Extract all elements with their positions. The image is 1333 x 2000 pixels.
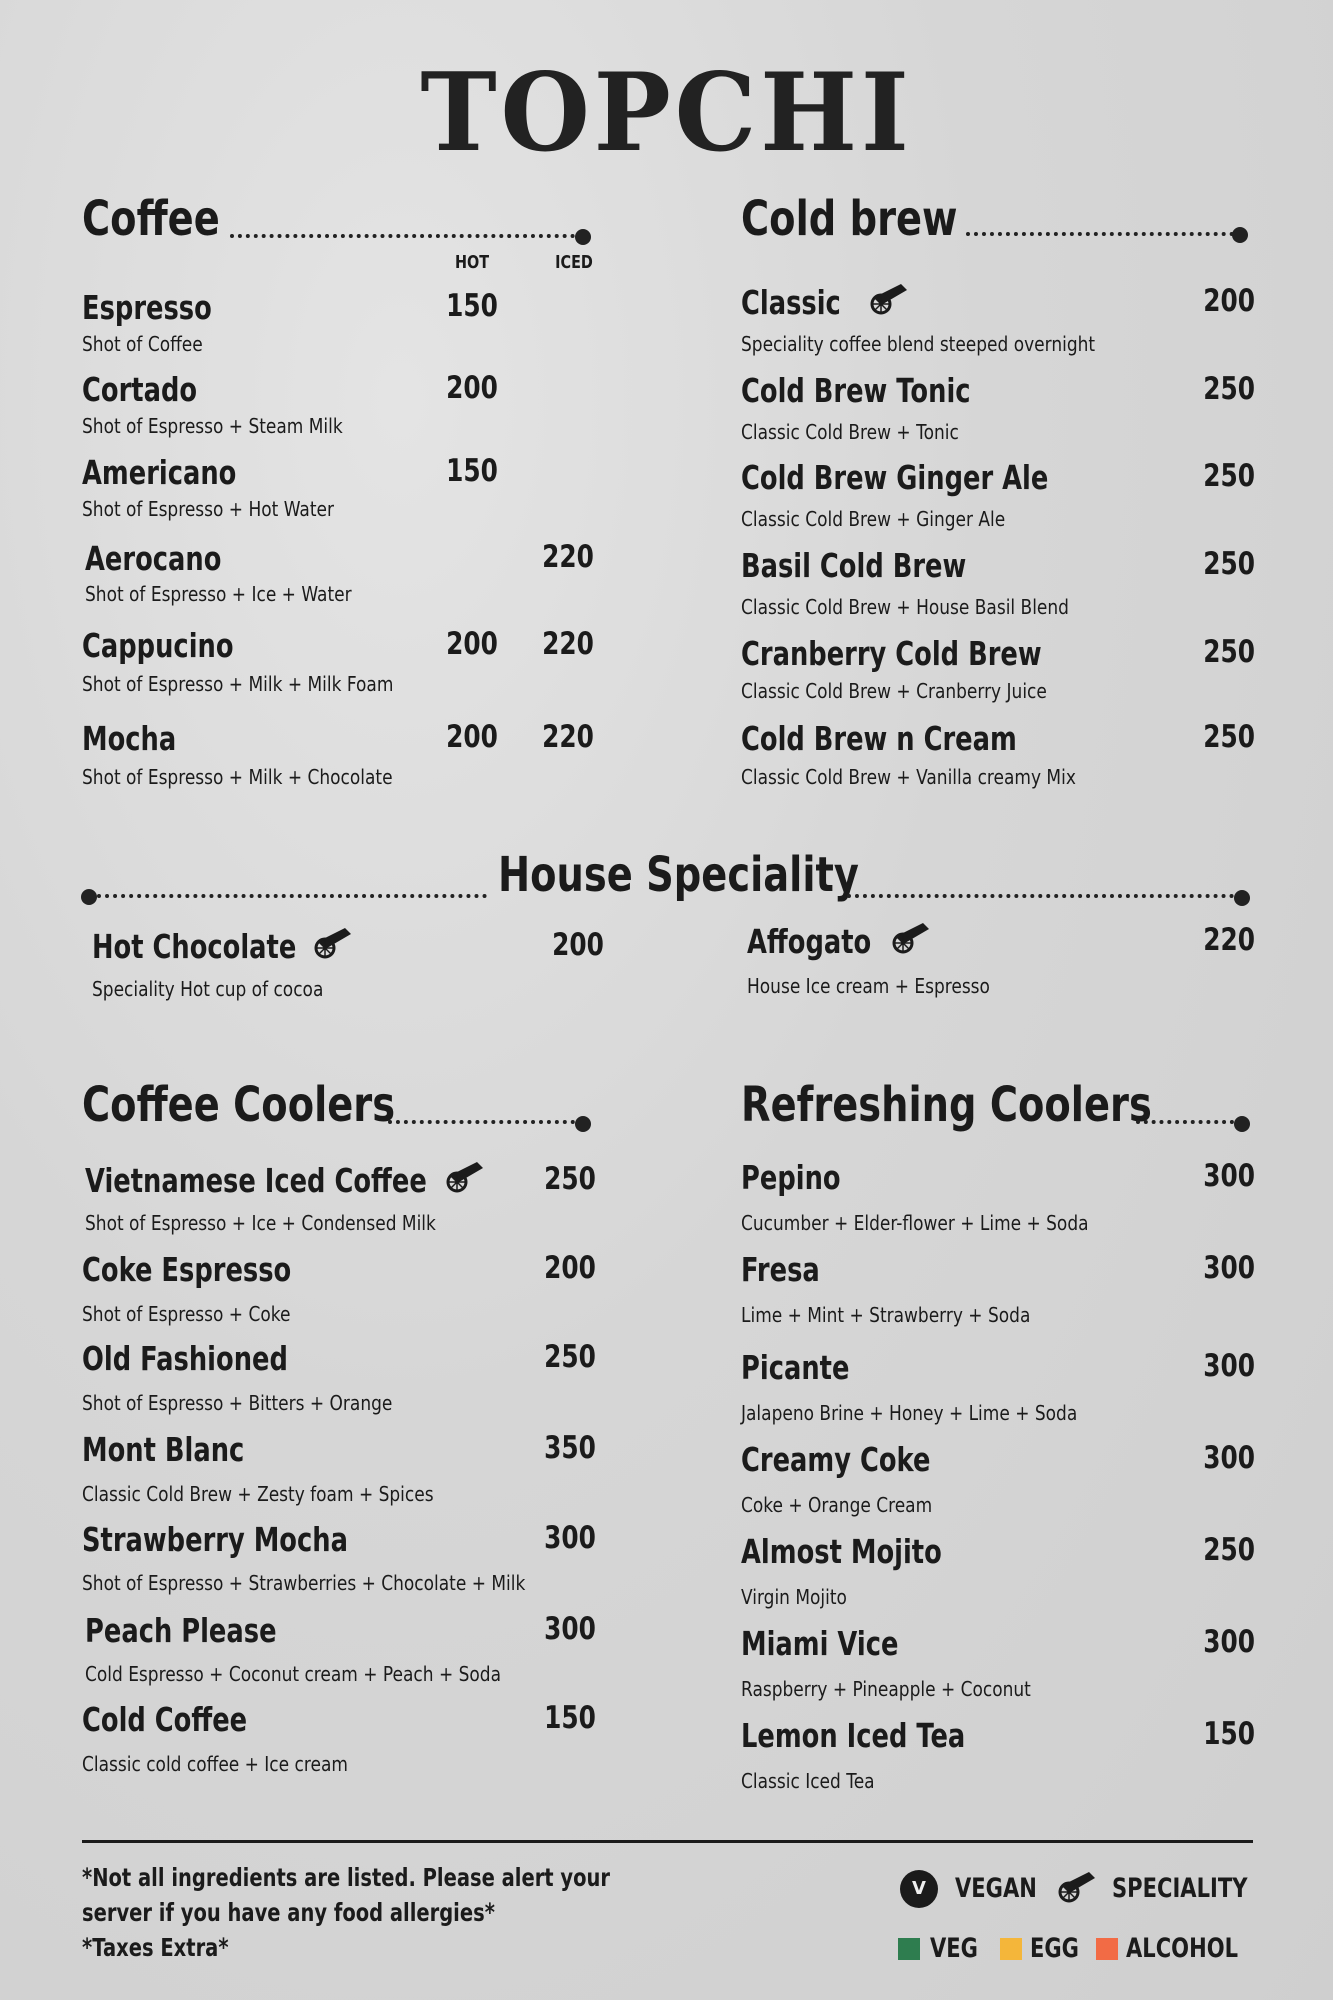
section-title-cold-brew: Cold brew: [741, 191, 958, 247]
item-description: Shot of Espresso + Strawberries + Chocolate + Milk: [82, 1571, 526, 1595]
item-name: Picante: [741, 1348, 850, 1387]
item-name: Espresso: [82, 288, 212, 327]
item-description: Classic Cold Brew + Vanilla creamy Mix: [741, 765, 1076, 789]
item-price: 300: [1203, 1624, 1255, 1660]
section-title-house-speciality: House Speciality: [498, 847, 859, 903]
item-description: Classic Cold Brew + House Basil Blend: [741, 595, 1069, 619]
divider-dot: [575, 229, 591, 245]
item-name: Hot Chocolate: [92, 927, 297, 966]
speciality-cannon-icon: [311, 924, 355, 964]
item-price: 250: [1203, 371, 1255, 407]
item-name: Fresa: [741, 1250, 820, 1289]
item-name: Classic: [741, 283, 841, 322]
vegan-badge-icon: V: [900, 1870, 938, 1908]
item-price: 250: [1203, 634, 1255, 670]
egg-swatch: [1000, 1938, 1022, 1960]
divider-dot: [1234, 1116, 1250, 1132]
alcohol-swatch: [1096, 1938, 1118, 1960]
item-price: 200: [544, 1250, 596, 1286]
item-description: Shot of Espresso + Milk + Chocolate: [82, 765, 393, 789]
hot-price: 200: [446, 719, 498, 755]
item-description: Shot of Espresso + Hot Water: [82, 497, 334, 521]
speciality-cannon-icon: [443, 1158, 487, 1198]
item-description: Lime + Mint + Strawberry + Soda: [741, 1303, 1031, 1327]
item-description: Shot of Espresso + Coke: [82, 1302, 291, 1326]
item-name: Pepino: [741, 1158, 841, 1197]
item-name: Affogato: [747, 922, 872, 961]
item-description: Shot of Espresso + Bitters + Orange: [82, 1391, 393, 1415]
item-price: 300: [1203, 1158, 1255, 1194]
divider: [966, 232, 1234, 236]
speciality-cannon-icon: [867, 280, 911, 320]
item-price: 300: [1203, 1440, 1255, 1476]
item-name: Cappucino: [82, 626, 234, 665]
item-description: Classic Cold Brew + Cranberry Juice: [741, 679, 1047, 703]
veg-swatch: [898, 1938, 920, 1960]
section-title-coffee: Coffee: [82, 191, 220, 247]
item-name: Coke Espresso: [82, 1250, 292, 1289]
item-name: Mocha: [82, 719, 177, 758]
item-price: 300: [544, 1611, 596, 1647]
item-description: Classic Cold Brew + Tonic: [741, 420, 959, 444]
item-description: Cucumber + Elder-flower + Lime + Soda: [741, 1211, 1089, 1235]
footer-rule: [82, 1840, 1253, 1843]
item-name: Cold Brew Tonic: [741, 371, 971, 410]
item-name: Strawberry Mocha: [82, 1520, 348, 1559]
item-price: 200: [1203, 283, 1255, 319]
item-name: Aerocano: [85, 539, 222, 578]
item-description: Classic Iced Tea: [741, 1769, 875, 1793]
item-price: 150: [544, 1700, 596, 1736]
item-name: Cold Coffee: [82, 1700, 248, 1739]
item-description: Cold Espresso + Coconut cream + Peach + Soda: [85, 1662, 502, 1686]
item-description: Classic Cold Brew + Zesty foam + Spices: [82, 1482, 434, 1506]
item-price: 350: [544, 1430, 596, 1466]
item-name: Cranberry Cold Brew: [741, 634, 1042, 673]
taxes-note: *Taxes Extra*: [82, 1933, 229, 1962]
item-price: 250: [544, 1161, 596, 1197]
item-name: Old Fashioned: [82, 1339, 288, 1378]
item-description: Classic cold coffee + Ice cream: [82, 1752, 348, 1776]
item-name: Lemon Iced Tea: [741, 1716, 966, 1755]
hot-price: 150: [446, 453, 498, 489]
item-description: Shot of Coffee: [82, 332, 203, 356]
iced-price: 220: [542, 539, 594, 575]
legend-speciality: SPECIALITY: [1112, 1873, 1248, 1904]
divider-dot: [575, 1116, 591, 1132]
legend-egg: EGG: [1030, 1933, 1079, 1964]
allergy-note-line2: server if you have any food allergies*: [82, 1898, 495, 1927]
item-name: Cold Brew Ginger Ale: [741, 458, 1049, 497]
item-description: House Ice cream + Espresso: [747, 974, 990, 998]
hot-column-label: HOT: [454, 252, 490, 273]
item-name: Americano: [82, 453, 237, 492]
item-name: Miami Vice: [741, 1624, 899, 1663]
item-description: Raspberry + Pineapple + Coconut: [741, 1677, 1031, 1701]
hot-price: 200: [446, 370, 498, 406]
item-price: 250: [1203, 1532, 1255, 1568]
section-title-coffee-coolers: Coffee Coolers: [82, 1077, 396, 1133]
item-name: Vietnamese Iced Coffee: [85, 1161, 427, 1200]
item-price: 150: [1203, 1716, 1255, 1752]
iced-price: 220: [542, 719, 594, 755]
item-description: Shot of Espresso + Ice + Condensed Milk: [85, 1211, 436, 1235]
item-description: Virgin Mojito: [741, 1585, 847, 1609]
divider: [230, 234, 575, 238]
item-name: Creamy Coke: [741, 1440, 931, 1479]
item-price: 250: [1203, 546, 1255, 582]
allergy-note-line1: *Not all ingredients are listed. Please alert your: [82, 1863, 611, 1892]
item-description: Shot of Espresso + Milk + Milk Foam: [82, 672, 394, 696]
item-name: Basil Cold Brew: [741, 546, 967, 585]
item-name: Mont Blanc: [82, 1430, 245, 1469]
item-description: Speciality coffee blend steeped overnight: [741, 332, 1096, 356]
item-price: 200: [552, 927, 604, 963]
divider-dot: [1234, 890, 1250, 906]
divider-dot: [1232, 227, 1248, 243]
item-description: Coke + Orange Cream: [741, 1493, 933, 1517]
hot-price: 200: [446, 626, 498, 662]
item-price: 250: [544, 1339, 596, 1375]
item-price: 250: [1203, 458, 1255, 494]
item-description: Speciality Hot cup of cocoa: [92, 977, 324, 1001]
item-description: Classic Cold Brew + Ginger Ale: [741, 507, 1006, 531]
iced-price: 220: [542, 626, 594, 662]
item-description: Shot of Espresso + Steam Milk: [82, 414, 343, 438]
legend-vegan: VEGAN: [955, 1873, 1037, 1904]
brand-logo: TOPCHI: [420, 50, 913, 176]
divider-dot: [81, 889, 97, 905]
item-description: Shot of Espresso + Ice + Water: [85, 582, 352, 606]
item-price: 300: [1203, 1250, 1255, 1286]
legend-veg: VEG: [930, 1933, 978, 1964]
item-price: 250: [1203, 719, 1255, 755]
item-name: Cold Brew n Cream: [741, 719, 1017, 758]
divider: [388, 1120, 575, 1124]
item-name: Almost Mojito: [741, 1532, 942, 1571]
item-description: Jalapeno Brine + Honey + Lime + Soda: [741, 1401, 1078, 1425]
divider: [847, 894, 1234, 898]
item-name: Cortado: [82, 370, 198, 409]
item-price: 220: [1203, 922, 1255, 958]
speciality-cannon-icon: [889, 919, 933, 959]
divider: [1136, 1120, 1234, 1124]
cannon-icon: [1055, 1868, 1099, 1904]
hot-price: 150: [446, 288, 498, 324]
item-name: Peach Please: [85, 1611, 277, 1650]
item-price: 300: [544, 1520, 596, 1556]
item-price: 300: [1203, 1348, 1255, 1384]
section-title-refreshing-coolers: Refreshing Coolers: [741, 1077, 1152, 1133]
iced-column-label: ICED: [555, 252, 593, 273]
legend-alcohol: ALCOHOL: [1126, 1933, 1239, 1964]
divider: [97, 894, 487, 898]
